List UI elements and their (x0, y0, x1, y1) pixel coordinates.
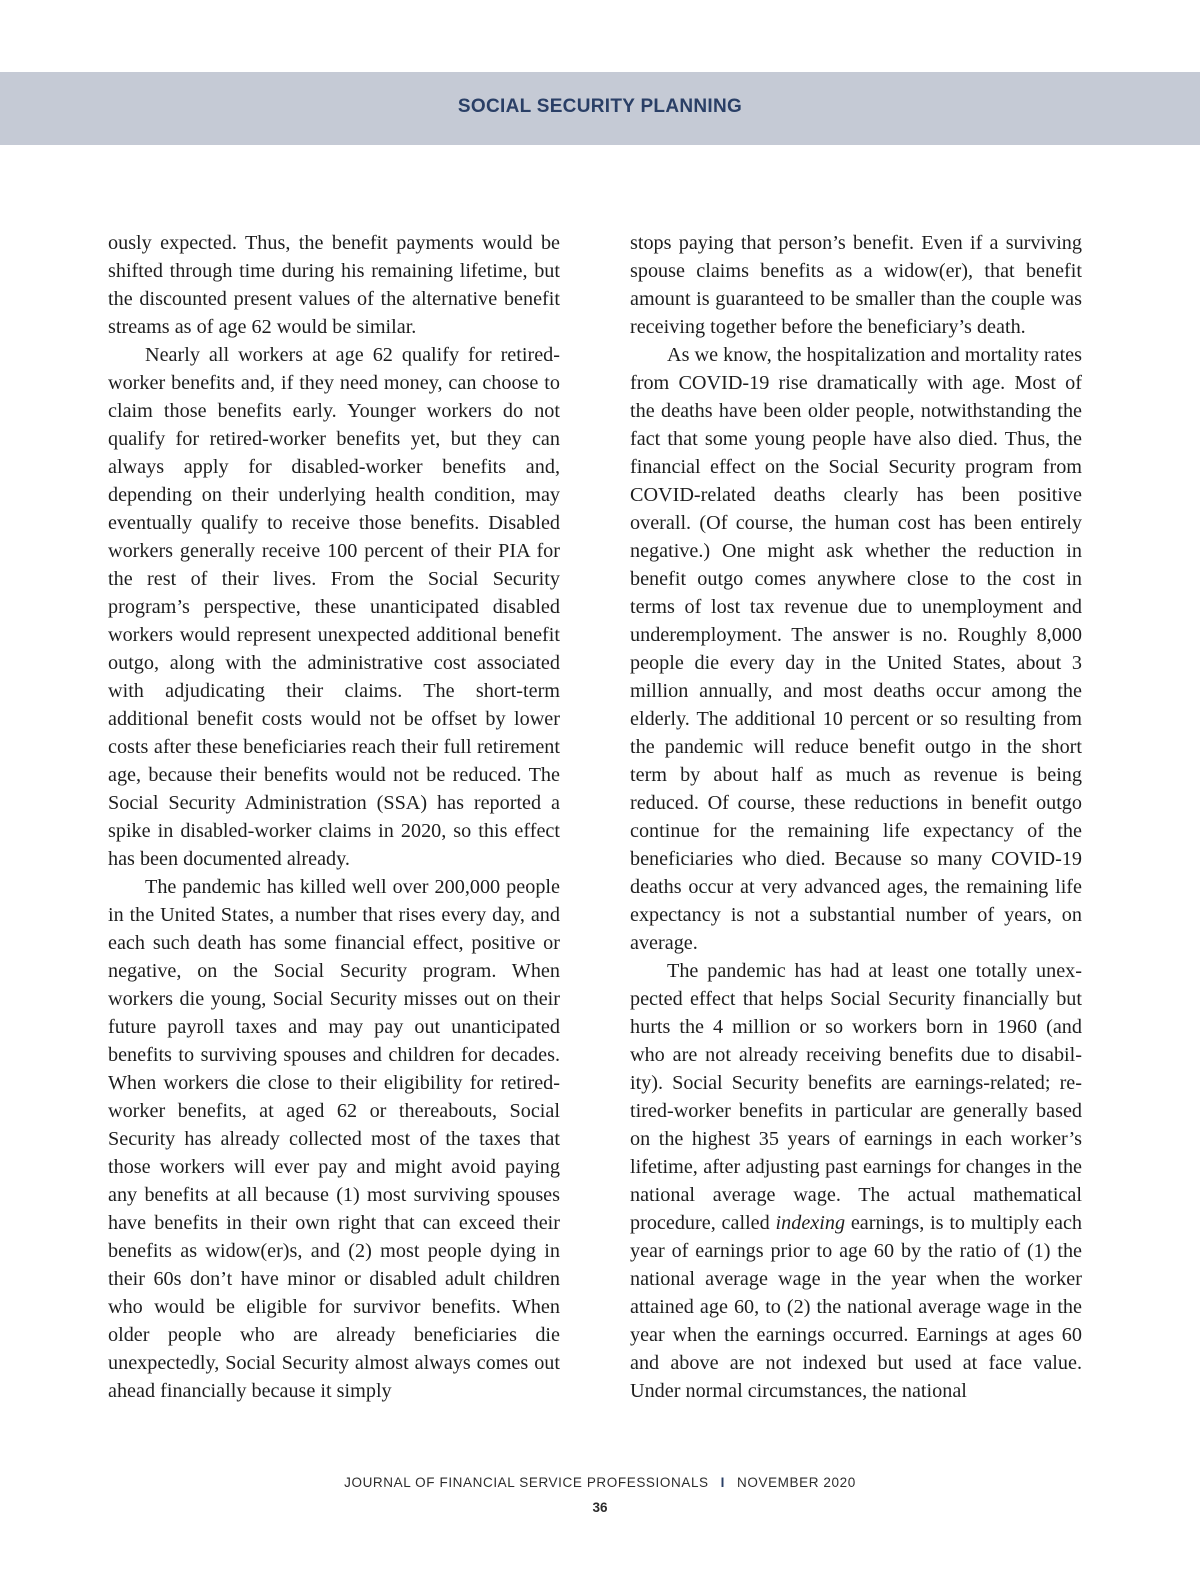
page-number: 36 (592, 1500, 608, 1515)
emphasized-term: indexing (775, 1212, 846, 1234)
paragraph-text: The pandemic has had at least one totally unexpected effect that helps Social Security financially but hurts the 4 million or so workers born in 1960 (and who are not already receiving benefits due to disability). Social Security benefits are earnings-related; retired-worker benefits in particular are generally based on the highest 35 years of earnings in each worker’s lifetime, after adjusting past earnings for changes in the national average wage. The actual mathematical procedure, called (630, 960, 1082, 1234)
paragraph: Nearly all workers at age 62 qualify for retired-worker benefits and, if they need money, can choose to claim those benefits early. Younger workers do not qualify for retired-worker benefits yet, but they can always apply for disabled-worker benefits and, depending on their underlying health condition, may eventually qualify to receive those benefits. Disabled workers generally receive 100 percent of their PIA for the rest of their lives. From the Social Security program’s perspective, these unanticipated disabled workers would represent unexpected additional benefit outgo, along with the administrative cost associated with adjudicating their claims. The short-term additional benefit costs would not be offset by lower costs after these beneficiaries reach their full retirement age, because their benefits would not be reduced. The Social Security Administration (SSA) has reported a spike in disabled-worker claims in 2020, so this effect has been documented already. (108, 344, 560, 870)
paragraph: The pandemic has killed well over 200,000 people in the United States, a number that rises every day, and each such death has some financial effect, positive or negative, on the Social Security program. When workers die young, Social Security misses out on their future payroll taxes and may pay out unanticipated benefits to surviving spouses and children for decades. When workers die close to their eligibility for retired-worker benefits, at aged 62 or thereabouts, Social Security has already collected most of the taxes that those workers will ever pay and might avoid paying any benefits at all because (1) most surviving spouses have benefits in their own right that can exceed their benefits as widow(er)s, and (2) most people dying in their 60s don’t have minor or disabled adult children who would be eligible for survivor benefits. When older people who are already beneficiaries die unexpectedly, Social Security almost always comes out ahead financially because it simply (108, 876, 560, 1402)
issue-date: NOVEMBER 2020 (737, 1475, 856, 1490)
paragraph-text: earnings, is to multiply each year of earnings prior to age 60 by the ratio of (1) the national average wage in the year when the worker attained age 60, to (2) the national average wage in the year when the earnings occurred. Earnings at ages 60 and above are not indexed but used at face value. Under normal circumstances, the national (630, 1212, 1082, 1402)
paragraph: As we know, the hospitalization and mortality rates from COVID-19 rise dramatically with age. Most of the deaths have been older people, notwithstanding the fact that some young people have also died. Thus, the financial effect on the Social Security program from COVID-related deaths clearly has been positive overall. (Of course, the human cost has been entirely negative.) One might ask whether the reduction in benefit outgo comes anywhere close to the cost in terms of lost tax revenue due to unemployment and underemployment. The answer is no. Roughly 8,000 people die every day in the United States, about 3 million annually, and most deaths occur among the elderly. The additional 10 percent or so resulting from the pandemic will reduce benefit outgo in the short term by about half as much as revenue is being reduced. Of course, these reductions in benefit outgo continue for the remaining life expectancy of the beneficiaries who died. Because so many COVID-19 deaths occur at very advanced ages, the remaining life expectancy is not a substantial number of years, on average. (630, 344, 1082, 954)
section-title: SOCIAL SECURITY PLANNING (457, 96, 743, 117)
footer-separator: I (720, 1475, 726, 1490)
paragraph (630, 957, 1082, 1405)
paragraph: ously expected. Thus, the benefit payments would be shifted through time during his remaining lifetime, but the discounted present values of the alternative benefit streams as of age 62 would be similar. (108, 232, 560, 338)
left-column (108, 229, 560, 1405)
paragraph: stops paying that person’s benefit. Even if a surviving spouse claims benefits as a widow(er), that benefit amount is guaranteed to be smaller than the couple was receiving together before the beneficiary’s death. (630, 232, 1082, 338)
journal-name: JOURNAL OF FINANCIAL SERVICE PROFESSIONALS (344, 1475, 709, 1490)
footer-citation (0, 1475, 1200, 1490)
right-column (630, 229, 1082, 1405)
